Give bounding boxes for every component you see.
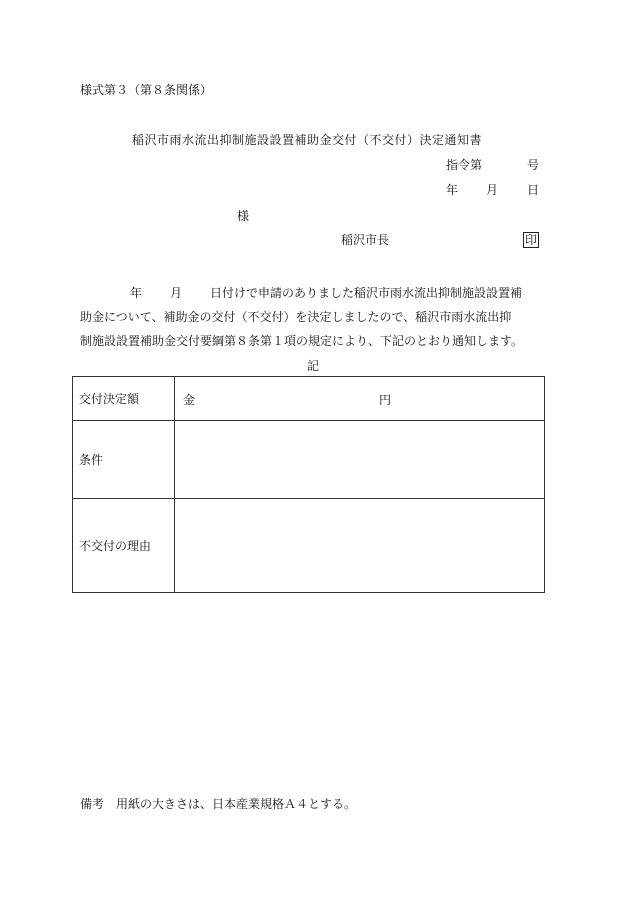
reference-number-suffix: 号: [527, 158, 540, 172]
ki-heading: 記: [307, 359, 320, 373]
decision-table: [72, 376, 545, 593]
amount-label-cell: 交付決定額: [73, 377, 175, 421]
body-line-1: [80, 281, 550, 305]
table-row-conditions: [73, 421, 545, 499]
amount-suffix: 円: [379, 393, 392, 407]
reason-value-cell: [175, 499, 545, 593]
addressee-suffix: 様: [237, 209, 250, 223]
date-year: 年: [446, 183, 459, 197]
date-day: 日: [527, 183, 540, 197]
seal-mark: 印: [525, 233, 538, 247]
body-line-1-text: 日付けで申請のありました稲沢市雨水流出抑制施設設置補: [210, 286, 523, 300]
body-paragraph: [80, 281, 550, 353]
table-row-amount: [73, 377, 545, 421]
table-row-reason: [73, 499, 545, 593]
amount-prefix: 金: [183, 393, 196, 407]
note-label: 備考: [80, 797, 105, 811]
note: [80, 796, 356, 812]
body-month: 月: [170, 286, 183, 300]
body-year: 年: [130, 286, 143, 300]
form-number: 様式第３（第８条関係）: [80, 83, 213, 97]
reference-number-label: 指令第: [446, 158, 483, 172]
reason-label-cell: 不交付の理由: [73, 499, 175, 593]
conditions-value-cell: [175, 421, 545, 499]
body-line-3: 制施設設置補助金交付要綱第８条第１項の規定により、下記のとおり通知します。: [80, 334, 524, 348]
issuer-name: 稲沢市長: [341, 233, 390, 247]
date-month: 月: [486, 183, 499, 197]
amount-value-cell: [175, 377, 545, 421]
body-line-2: 助金について、補助金の交付（不交付）を決定しましたので、稲沢市雨水流出抑: [80, 310, 512, 324]
document-title: 稲沢市雨水流出抑制施設設置補助金交付（不交付）決定通知書: [132, 133, 483, 147]
conditions-label-cell: 条件: [73, 421, 175, 499]
note-text: 用紙の大きさは、日本産業規格Ａ４とする。: [116, 797, 357, 811]
